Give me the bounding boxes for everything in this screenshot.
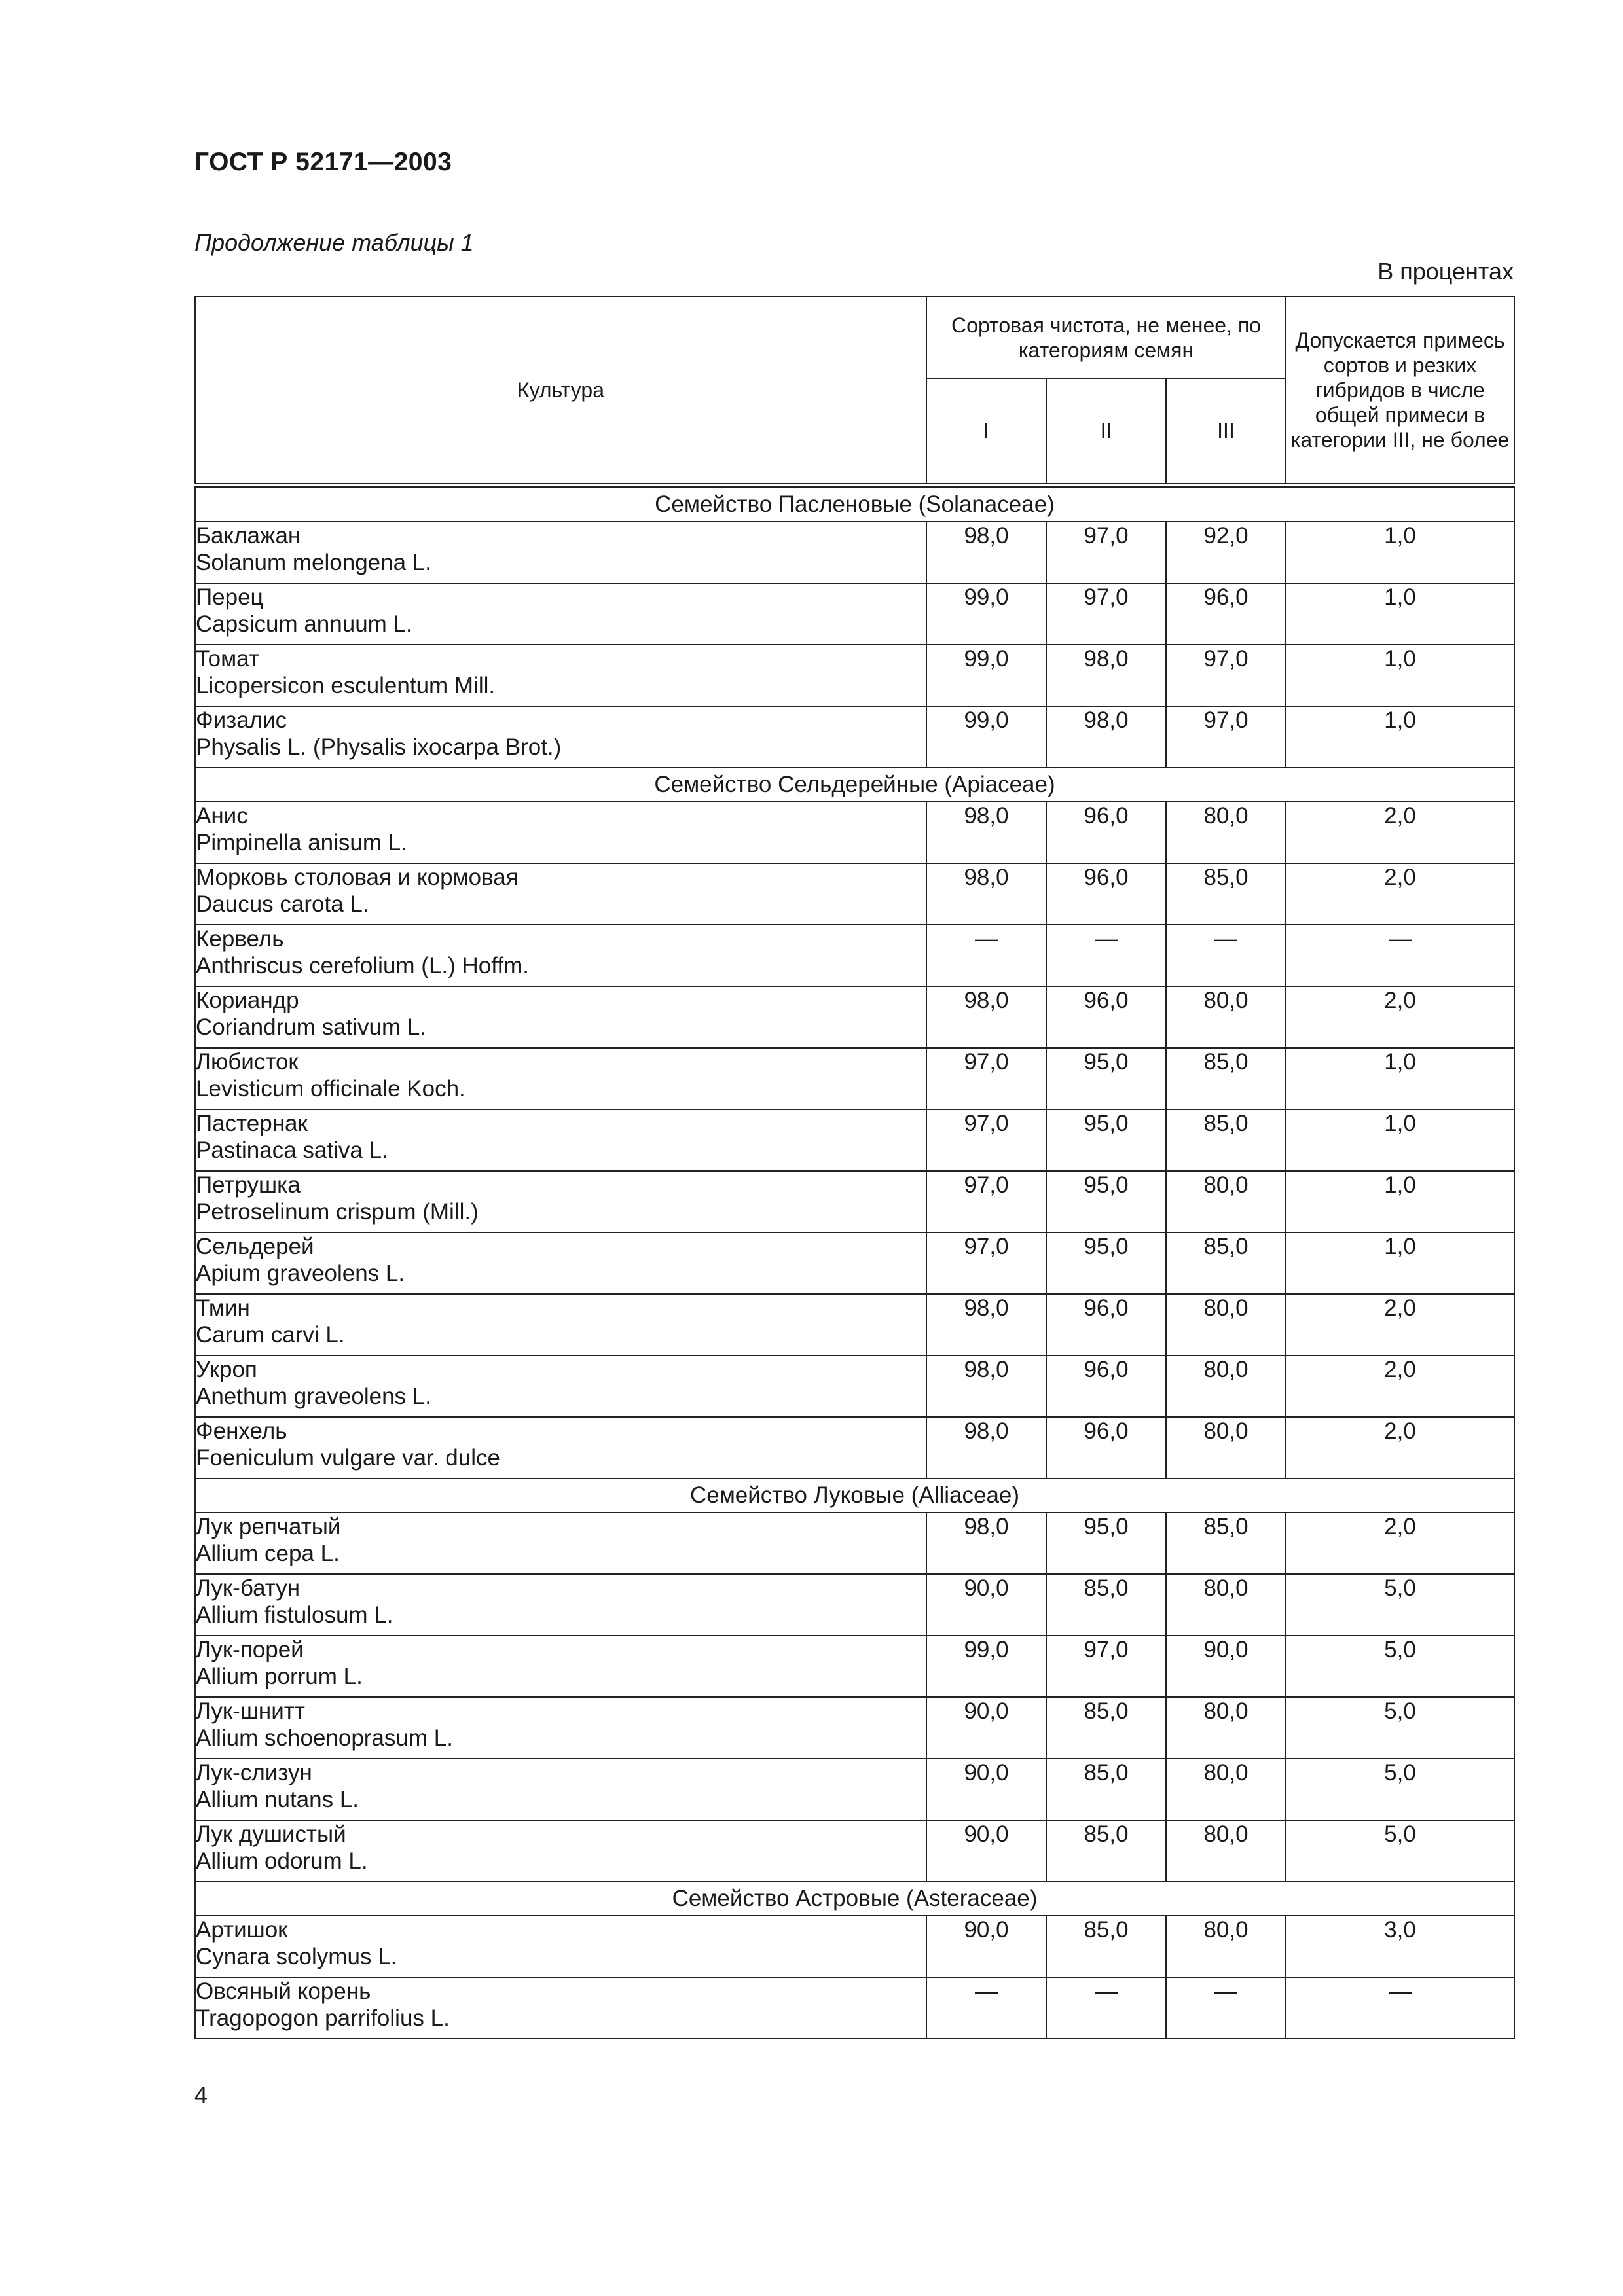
crop-cell	[195, 1048, 926, 1109]
page-number: 4	[194, 2081, 208, 2108]
crop-name-ru: Лук-слизун	[196, 1760, 312, 1785]
table-row	[195, 1977, 1514, 2039]
crop-name-latin: Solanum melongena L.	[196, 550, 431, 575]
category-2-value: 95,0	[1046, 1232, 1166, 1294]
crop-cell	[195, 925, 926, 986]
table-row	[195, 1820, 1514, 1882]
crop-name-latin: Carum carvi L.	[196, 1322, 345, 1348]
table-row	[195, 802, 1514, 863]
crop-name-latin: Daucus carota L.	[196, 891, 369, 917]
category-3-value: 85,0	[1166, 863, 1286, 925]
crop-name-ru: Тмин	[196, 1295, 250, 1321]
admixture-value: 2,0	[1286, 1294, 1514, 1355]
admixture-value: 1,0	[1286, 706, 1514, 768]
table-row	[195, 1513, 1514, 1574]
admixture-value: 2,0	[1286, 1355, 1514, 1417]
crop-name-latin: Apium graveolens L.	[196, 1261, 405, 1286]
crop-cell	[195, 1916, 926, 1977]
category-3-value: 80,0	[1166, 986, 1286, 1048]
crop-name-ru: Петрушка	[196, 1172, 301, 1198]
admixture-value: —	[1286, 925, 1514, 986]
category-3-value: 85,0	[1166, 1109, 1286, 1171]
crop-name-ru: Лук душистый	[196, 1821, 346, 1847]
crop-name-latin: Allium cepa L.	[196, 1541, 340, 1566]
category-2-value: 96,0	[1046, 1355, 1166, 1417]
category-3-value: 80,0	[1166, 1417, 1286, 1479]
category-3-value: 80,0	[1166, 1171, 1286, 1232]
crop-name-latin: Anethum graveolens L.	[196, 1384, 431, 1409]
table-row	[195, 1171, 1514, 1232]
crop-cell	[195, 1977, 926, 2039]
crop-cell	[195, 1171, 926, 1232]
units-note: В процентах	[1377, 258, 1514, 285]
category-1-value: 99,0	[926, 645, 1046, 706]
table-row	[195, 1636, 1514, 1697]
header-category-3: III	[1166, 378, 1286, 485]
category-3-value: 80,0	[1166, 1697, 1286, 1759]
admixture-value: 1,0	[1286, 583, 1514, 645]
crop-name-ru: Кервель	[196, 926, 284, 952]
category-2-value: 97,0	[1046, 583, 1166, 645]
crop-name-latin: Petroselinum crispum (Mill.)	[196, 1199, 479, 1225]
crop-name-ru: Артишок	[196, 1917, 288, 1943]
crop-name-ru: Лук-шнитт	[196, 1698, 305, 1724]
category-1-value: 98,0	[926, 1355, 1046, 1417]
category-3-value: 80,0	[1166, 1574, 1286, 1636]
crop-cell	[195, 1820, 926, 1882]
table-row	[195, 1294, 1514, 1355]
crop-name-latin: Tragopogon parrifolius L.	[196, 2005, 450, 2031]
category-3-value: 85,0	[1166, 1232, 1286, 1294]
admixture-value: 5,0	[1286, 1697, 1514, 1759]
header-category-1: I	[926, 378, 1046, 485]
category-2-value: 96,0	[1046, 863, 1166, 925]
crop-cell	[195, 1355, 926, 1417]
crop-name-latin: Physalis L. (Physalis ixocarpa Brot.)	[196, 734, 562, 760]
category-3-value: 85,0	[1166, 1048, 1286, 1109]
crop-cell	[195, 1294, 926, 1355]
category-3-value: 80,0	[1166, 1294, 1286, 1355]
category-3-value: 85,0	[1166, 1513, 1286, 1574]
crop-name-ru: Любисток	[196, 1049, 299, 1075]
table-row	[195, 1048, 1514, 1109]
category-2-value: 85,0	[1046, 1697, 1166, 1759]
admixture-value: 1,0	[1286, 1109, 1514, 1171]
category-1-value: 97,0	[926, 1232, 1046, 1294]
table-row	[195, 1417, 1514, 1479]
crop-name-latin: Allium nutans L.	[196, 1787, 359, 1812]
crop-name-latin: Anthriscus cerefolium (L.) Hoffm.	[196, 953, 529, 978]
category-1-value: 90,0	[926, 1759, 1046, 1820]
crop-cell	[195, 645, 926, 706]
category-2-value: 98,0	[1046, 706, 1166, 768]
table-row	[195, 1232, 1514, 1294]
header-culture: Культура	[195, 296, 926, 485]
category-1-value: 98,0	[926, 802, 1046, 863]
crop-name-latin: Pimpinella anisum L.	[196, 830, 407, 855]
crop-cell	[195, 1417, 926, 1479]
category-3-value: —	[1166, 1977, 1286, 2039]
category-3-value: 97,0	[1166, 706, 1286, 768]
category-3-value: 80,0	[1166, 1916, 1286, 1977]
admixture-value: 5,0	[1286, 1636, 1514, 1697]
category-1-value: 90,0	[926, 1820, 1046, 1882]
crop-name-ru: Кориандр	[196, 988, 299, 1013]
table-row	[195, 1109, 1514, 1171]
category-2-value: 96,0	[1046, 986, 1166, 1048]
crop-cell	[195, 1513, 926, 1574]
header-varietal-purity: Сортовая чистота, не менее, по категориям семян	[926, 296, 1286, 378]
admixture-value: 1,0	[1286, 522, 1514, 583]
category-1-value: 90,0	[926, 1574, 1046, 1636]
family-row	[195, 768, 1514, 802]
admixture-value: 3,0	[1286, 1916, 1514, 1977]
category-2-value: 85,0	[1046, 1759, 1166, 1820]
crop-name-latin: Pastinaca sativa L.	[196, 1138, 388, 1163]
crop-cell	[195, 802, 926, 863]
crop-name-ru: Лук репчатый	[196, 1514, 341, 1539]
crop-name-ru: Пастернак	[196, 1111, 308, 1136]
category-3-value: 80,0	[1166, 1355, 1286, 1417]
category-2-value: 85,0	[1046, 1916, 1166, 1977]
category-2-value: —	[1046, 1977, 1166, 2039]
crop-name-ru: Физалис	[196, 708, 287, 733]
table-body	[195, 485, 1514, 2039]
category-2-value: 98,0	[1046, 645, 1166, 706]
crop-name-ru: Лук-порей	[196, 1637, 304, 1662]
category-1-value: 97,0	[926, 1109, 1046, 1171]
crop-name-ru: Баклажан	[196, 523, 301, 548]
admixture-value: 1,0	[1286, 645, 1514, 706]
category-2-value: 95,0	[1046, 1171, 1166, 1232]
table-row	[195, 522, 1514, 583]
category-2-value: 95,0	[1046, 1513, 1166, 1574]
category-1-value: 99,0	[926, 1636, 1046, 1697]
category-1-value: —	[926, 925, 1046, 986]
admixture-value: 1,0	[1286, 1232, 1514, 1294]
category-2-value: 95,0	[1046, 1109, 1166, 1171]
category-1-value: —	[926, 1977, 1046, 2039]
crop-cell	[195, 706, 926, 768]
category-3-value: 97,0	[1166, 645, 1286, 706]
table-row	[195, 986, 1514, 1048]
crop-name-latin: Capsicum annuum L.	[196, 611, 412, 637]
category-2-value: —	[1046, 925, 1166, 986]
crop-cell	[195, 522, 926, 583]
crop-cell	[195, 1574, 926, 1636]
crop-name-ru: Анис	[196, 803, 248, 829]
crop-name-ru: Перец	[196, 584, 264, 610]
document-code: ГОСТ Р 52171—2003	[194, 148, 452, 176]
category-3-value: 92,0	[1166, 522, 1286, 583]
table-row	[195, 645, 1514, 706]
purity-table	[194, 296, 1515, 2039]
category-3-value: 90,0	[1166, 1636, 1286, 1697]
crop-name-latin: Coriandrum sativum L.	[196, 1014, 427, 1040]
category-1-value: 99,0	[926, 706, 1046, 768]
table-continuation-caption: Продолжение таблицы 1	[194, 229, 474, 256]
table-row	[195, 583, 1514, 645]
category-1-value: 98,0	[926, 1417, 1046, 1479]
category-1-value: 98,0	[926, 1294, 1046, 1355]
category-1-value: 90,0	[926, 1916, 1046, 1977]
crop-cell	[195, 1109, 926, 1171]
table-row	[195, 925, 1514, 986]
category-1-value: 98,0	[926, 863, 1046, 925]
category-1-value: 98,0	[926, 986, 1046, 1048]
family-name: Семейство Астровые (Asteraceae)	[195, 1882, 1514, 1916]
admixture-value: 2,0	[1286, 1513, 1514, 1574]
header-category-2: II	[1046, 378, 1166, 485]
admixture-value: 2,0	[1286, 802, 1514, 863]
table-row	[195, 1355, 1514, 1417]
category-2-value: 97,0	[1046, 1636, 1166, 1697]
header-admixture: Допускается примесь сортов и резких гибридов в числе общей примеси в категории III, не более	[1286, 296, 1514, 485]
crop-name-latin: Foeniculum vulgare var. dulce	[196, 1445, 500, 1471]
category-1-value: 97,0	[926, 1048, 1046, 1109]
admixture-value: 2,0	[1286, 863, 1514, 925]
admixture-value: 5,0	[1286, 1759, 1514, 1820]
crop-name-latin: Allium schoenoprasum L.	[196, 1725, 453, 1751]
table-row	[195, 1759, 1514, 1820]
admixture-value: —	[1286, 1977, 1514, 2039]
category-3-value: 80,0	[1166, 802, 1286, 863]
crop-name-latin: Allium fistulosum L.	[196, 1602, 393, 1628]
category-3-value: —	[1166, 925, 1286, 986]
table-row	[195, 706, 1514, 768]
crop-cell	[195, 583, 926, 645]
category-2-value: 85,0	[1046, 1574, 1166, 1636]
category-1-value: 99,0	[926, 583, 1046, 645]
crop-name-ru: Лук-батун	[196, 1575, 301, 1601]
category-2-value: 97,0	[1046, 522, 1166, 583]
admixture-value: 2,0	[1286, 1417, 1514, 1479]
crop-name-ru: Фенхель	[196, 1418, 287, 1444]
category-1-value: 98,0	[926, 522, 1046, 583]
crop-name-ru: Томат	[196, 646, 259, 672]
crop-name-latin: Licopersicon esculentum Mill.	[196, 673, 496, 698]
family-name: Семейство Пасленовые (Solanaceae)	[195, 488, 1514, 522]
admixture-value: 2,0	[1286, 986, 1514, 1048]
crop-name-ru: Укроп	[196, 1357, 257, 1382]
admixture-value: 5,0	[1286, 1820, 1514, 1882]
table-row	[195, 863, 1514, 925]
family-row	[195, 1479, 1514, 1513]
admixture-value: 1,0	[1286, 1171, 1514, 1232]
crop-name-ru: Овсяный корень	[196, 1979, 371, 2004]
crop-name-latin: Levisticum officinale Koch.	[196, 1076, 465, 1102]
family-name: Семейство Луковые (Alliaceae)	[195, 1479, 1514, 1513]
category-2-value: 96,0	[1046, 1294, 1166, 1355]
category-2-value: 96,0	[1046, 1417, 1166, 1479]
family-name: Семейство Сельдерейные (Apiaceae)	[195, 768, 1514, 802]
family-row	[195, 1882, 1514, 1916]
category-1-value: 97,0	[926, 1171, 1046, 1232]
category-1-value: 90,0	[926, 1697, 1046, 1759]
admixture-value: 1,0	[1286, 1048, 1514, 1109]
family-row	[195, 488, 1514, 522]
crop-cell	[195, 986, 926, 1048]
category-3-value: 80,0	[1166, 1820, 1286, 1882]
category-2-value: 95,0	[1046, 1048, 1166, 1109]
category-1-value: 98,0	[926, 1513, 1046, 1574]
crop-cell	[195, 1636, 926, 1697]
crop-name-ru: Сельдерей	[196, 1234, 314, 1259]
table-row	[195, 1574, 1514, 1636]
crop-cell	[195, 1232, 926, 1294]
crop-cell	[195, 1697, 926, 1759]
crop-name-latin: Allium porrum L.	[196, 1664, 363, 1689]
table-row	[195, 1697, 1514, 1759]
crop-cell	[195, 1759, 926, 1820]
admixture-value: 5,0	[1286, 1574, 1514, 1636]
category-2-value: 96,0	[1046, 802, 1166, 863]
category-3-value: 80,0	[1166, 1759, 1286, 1820]
category-2-value: 85,0	[1046, 1820, 1166, 1882]
crop-cell	[195, 863, 926, 925]
table-row	[195, 1916, 1514, 1977]
crop-name-ru: Морковь столовая и кормовая	[196, 865, 519, 890]
category-3-value: 96,0	[1166, 583, 1286, 645]
crop-name-latin: Allium odorum L.	[196, 1848, 368, 1874]
crop-name-latin: Cynara scolymus L.	[196, 1944, 397, 1969]
